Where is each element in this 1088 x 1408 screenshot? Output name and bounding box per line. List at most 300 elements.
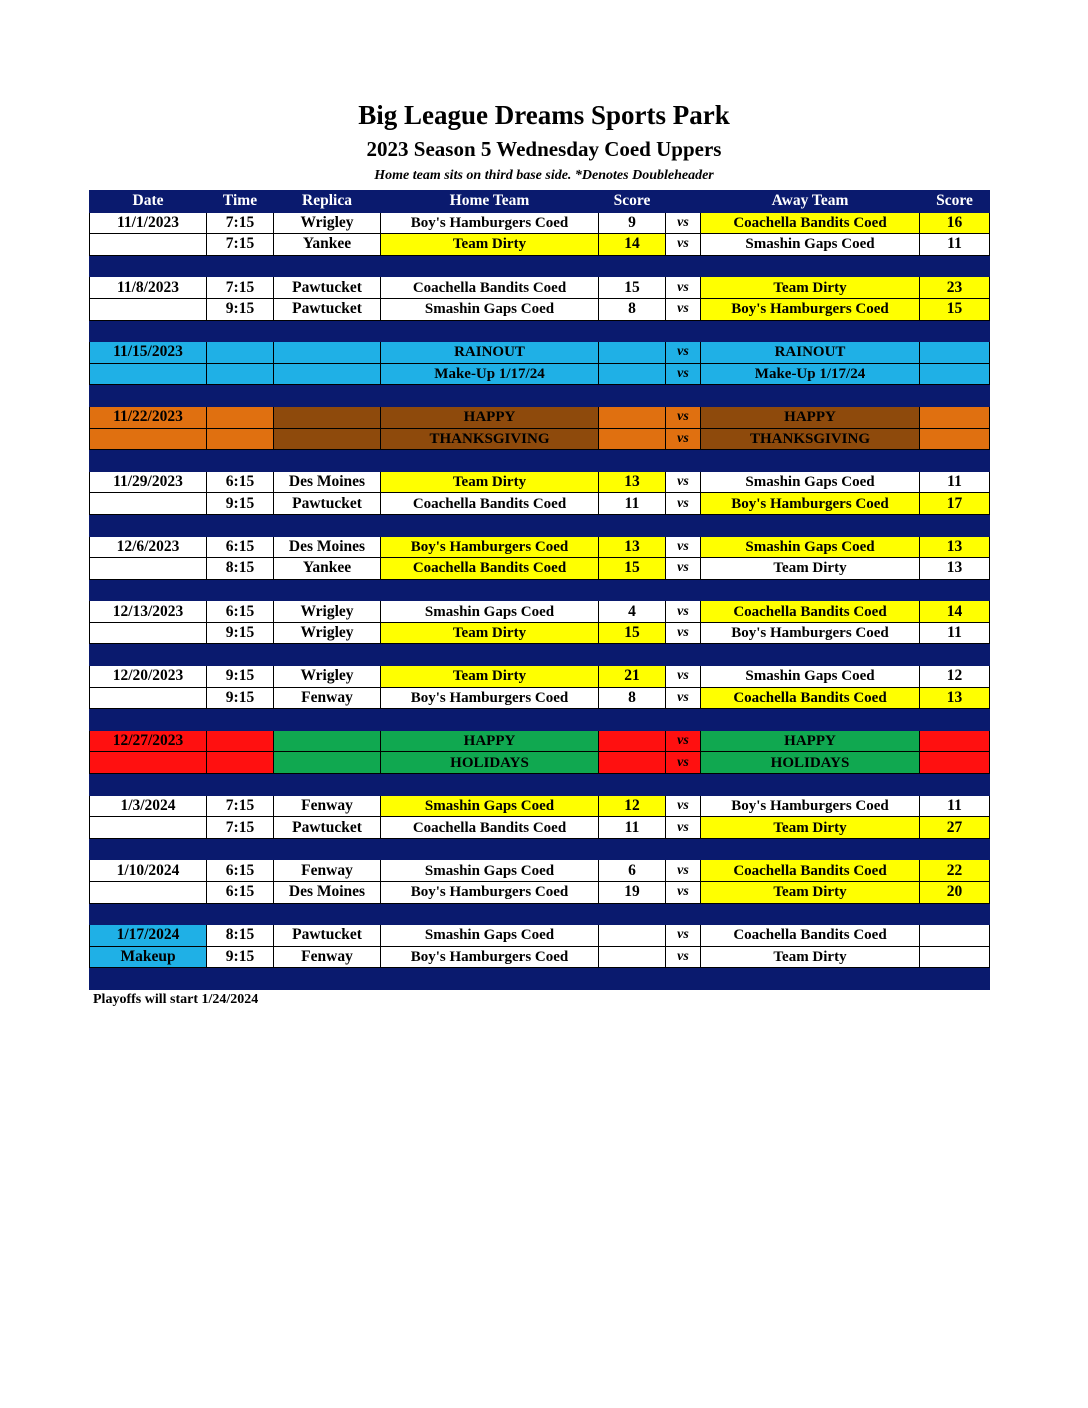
date-cell: 12/20/2023 <box>90 666 207 688</box>
away-score-cell: 13 <box>920 687 990 709</box>
away-score-cell: 11 <box>920 795 990 817</box>
spacer-cell <box>920 838 990 860</box>
game-row <box>90 752 990 774</box>
game-row <box>90 342 990 364</box>
spacer-cell <box>207 838 274 860</box>
vs-cell: vs <box>666 212 701 234</box>
spacer-cell <box>274 968 381 990</box>
spacer-cell <box>666 903 701 925</box>
home-team-cell: Boy's Hamburgers Coed <box>381 946 599 968</box>
home-team-cell: Smashin Gaps Coed <box>381 860 599 882</box>
spacer-cell <box>701 514 920 536</box>
date-cell: 12/27/2023 <box>90 730 207 752</box>
date-cell <box>90 363 207 385</box>
home-team-cell: Coachella Bandits Coed <box>381 277 599 299</box>
spacer-cell <box>274 450 381 472</box>
spacer-cell <box>90 838 207 860</box>
replica-cell <box>274 342 381 364</box>
spacer-row <box>90 774 990 796</box>
game-row <box>90 471 990 493</box>
home-team-cell: Smashin Gaps Coed <box>381 298 599 320</box>
vs-cell: vs <box>666 471 701 493</box>
spacer-cell <box>274 385 381 407</box>
date-cell <box>90 817 207 839</box>
home-team-cell: Boy's Hamburgers Coed <box>381 212 599 234</box>
spacer-cell <box>701 774 920 796</box>
vs-cell: vs <box>666 234 701 256</box>
spacer-cell <box>920 644 990 666</box>
away-team-cell: Boy's Hamburgers Coed <box>701 298 920 320</box>
vs-cell: vs <box>666 601 701 623</box>
home-score-cell <box>599 363 666 385</box>
spacer-row <box>90 838 990 860</box>
spacer-cell <box>599 838 666 860</box>
game-row <box>90 622 990 644</box>
vs-cell: vs <box>666 558 701 580</box>
home-team-cell: Coachella Bandits Coed <box>381 493 599 515</box>
replica-cell <box>274 406 381 428</box>
vs-cell: vs <box>666 687 701 709</box>
header-away-team: Away Team <box>701 191 920 213</box>
home-team-cell: Make-Up 1/17/24 <box>381 363 599 385</box>
home-score-cell: 21 <box>599 666 666 688</box>
away-team-cell: Coachella Bandits Coed <box>701 601 920 623</box>
spacer-cell <box>920 450 990 472</box>
spacer-row <box>90 385 990 407</box>
date-cell: 1/10/2024 <box>90 860 207 882</box>
spacer-cell <box>666 968 701 990</box>
time-cell: 7:15 <box>207 234 274 256</box>
spacer-cell <box>666 838 701 860</box>
home-team-cell: Team Dirty <box>381 622 599 644</box>
replica-cell: Fenway <box>274 687 381 709</box>
spacer-cell <box>666 644 701 666</box>
spacer-cell <box>90 385 207 407</box>
away-score-cell: 13 <box>920 536 990 558</box>
spacer-cell <box>701 644 920 666</box>
spacer-cell <box>701 320 920 342</box>
away-team-cell: Team Dirty <box>701 882 920 904</box>
spacer-cell <box>599 385 666 407</box>
spacer-cell <box>701 903 920 925</box>
home-team-cell: Team Dirty <box>381 666 599 688</box>
away-score-cell <box>920 752 990 774</box>
header-home-score: Score <box>599 191 666 213</box>
replica-cell: Yankee <box>274 234 381 256</box>
date-cell: 12/6/2023 <box>90 536 207 558</box>
time-cell: 9:15 <box>207 687 274 709</box>
home-team-cell: HAPPY <box>381 730 599 752</box>
date-cell: Makeup <box>90 946 207 968</box>
replica-cell: Wrigley <box>274 212 381 234</box>
time-cell <box>207 730 274 752</box>
spacer-cell <box>207 709 274 731</box>
vs-cell: vs <box>666 817 701 839</box>
replica-cell: Pawtucket <box>274 817 381 839</box>
away-score-cell: 11 <box>920 622 990 644</box>
game-row <box>90 882 990 904</box>
spacer-cell <box>90 774 207 796</box>
spacer-cell <box>599 450 666 472</box>
time-cell: 6:15 <box>207 471 274 493</box>
date-cell <box>90 428 207 450</box>
home-score-cell <box>599 342 666 364</box>
schedule-table <box>89 190 990 990</box>
away-score-cell: 13 <box>920 558 990 580</box>
spacer-cell <box>274 903 381 925</box>
home-team-cell: THANKSGIVING <box>381 428 599 450</box>
page-subtitle: 2023 Season 5 Wednesday Coed Uppers <box>366 137 722 161</box>
away-team-cell: Make-Up 1/17/24 <box>701 363 920 385</box>
spacer-cell <box>381 385 599 407</box>
home-team-cell: HAPPY <box>381 406 599 428</box>
vs-cell: vs <box>666 795 701 817</box>
replica-cell: Wrigley <box>274 622 381 644</box>
date-cell: 11/29/2023 <box>90 471 207 493</box>
vs-cell: vs <box>666 277 701 299</box>
game-row <box>90 558 990 580</box>
spacer-cell <box>381 903 599 925</box>
replica-cell: Pawtucket <box>274 277 381 299</box>
time-cell: 8:15 <box>207 558 274 580</box>
vs-cell: vs <box>666 493 701 515</box>
replica-cell: Des Moines <box>274 536 381 558</box>
away-score-cell: 14 <box>920 601 990 623</box>
vs-cell: vs <box>666 752 701 774</box>
spacer-cell <box>920 903 990 925</box>
spacer-cell <box>599 774 666 796</box>
vs-cell: vs <box>666 622 701 644</box>
date-cell <box>90 622 207 644</box>
header-date: Date <box>90 191 207 213</box>
spacer-cell <box>381 450 599 472</box>
spacer-cell <box>90 903 207 925</box>
spacer-cell <box>381 514 599 536</box>
spacer-cell <box>207 450 274 472</box>
away-score-cell <box>920 363 990 385</box>
spacer-cell <box>274 320 381 342</box>
away-team-cell: Boy's Hamburgers Coed <box>701 622 920 644</box>
header-home-team: Home Team <box>381 191 599 213</box>
game-row <box>90 212 990 234</box>
spacer-cell <box>381 644 599 666</box>
spacer-cell <box>701 968 920 990</box>
vs-cell: vs <box>666 882 701 904</box>
header-away-score: Score <box>920 191 990 213</box>
away-team-cell: Team Dirty <box>701 946 920 968</box>
spacer-cell <box>90 579 207 601</box>
spacer-cell <box>381 579 599 601</box>
spacer-row <box>90 968 990 990</box>
home-score-cell: 13 <box>599 536 666 558</box>
home-score-cell: 11 <box>599 493 666 515</box>
home-score-cell: 15 <box>599 558 666 580</box>
spacer-cell <box>599 644 666 666</box>
away-team-cell: Smashin Gaps Coed <box>701 666 920 688</box>
spacer-cell <box>599 903 666 925</box>
spacer-cell <box>207 320 274 342</box>
time-cell <box>207 428 274 450</box>
away-score-cell: 11 <box>920 471 990 493</box>
time-cell: 6:15 <box>207 882 274 904</box>
time-cell: 9:15 <box>207 622 274 644</box>
home-team-cell: Coachella Bandits Coed <box>381 558 599 580</box>
home-score-cell: 15 <box>599 277 666 299</box>
home-score-cell: 13 <box>599 471 666 493</box>
home-score-cell: 15 <box>599 622 666 644</box>
home-team-cell: Boy's Hamburgers Coed <box>381 882 599 904</box>
date-cell: 1/3/2024 <box>90 795 207 817</box>
home-score-cell <box>599 946 666 968</box>
home-score-cell: 9 <box>599 212 666 234</box>
away-team-cell: Smashin Gaps Coed <box>701 536 920 558</box>
time-cell <box>207 363 274 385</box>
game-row <box>90 234 990 256</box>
spacer-cell <box>90 255 207 277</box>
spacer-row <box>90 450 990 472</box>
away-score-cell <box>920 730 990 752</box>
spacer-cell <box>207 774 274 796</box>
replica-cell: Pawtucket <box>274 298 381 320</box>
away-score-cell: 12 <box>920 666 990 688</box>
vs-cell: vs <box>666 536 701 558</box>
spacer-cell <box>701 255 920 277</box>
game-row <box>90 601 990 623</box>
away-score-cell: 11 <box>920 234 990 256</box>
vs-cell: vs <box>666 860 701 882</box>
spacer-cell <box>274 514 381 536</box>
spacer-cell <box>599 968 666 990</box>
spacer-cell <box>274 255 381 277</box>
spacer-cell <box>701 450 920 472</box>
spacer-cell <box>207 579 274 601</box>
header-row <box>90 191 990 213</box>
home-score-cell: 19 <box>599 882 666 904</box>
home-team-cell: RAINOUT <box>381 342 599 364</box>
vs-cell: vs <box>666 363 701 385</box>
spacer-cell <box>701 709 920 731</box>
spacer-cell <box>274 579 381 601</box>
date-cell: 11/8/2023 <box>90 277 207 299</box>
header-time: Time <box>207 191 274 213</box>
replica-cell: Fenway <box>274 795 381 817</box>
away-score-cell: 22 <box>920 860 990 882</box>
date-cell <box>90 493 207 515</box>
replica-cell: Pawtucket <box>274 925 381 947</box>
home-score-cell <box>599 406 666 428</box>
time-cell: 7:15 <box>207 277 274 299</box>
spacer-row <box>90 255 990 277</box>
vs-cell: vs <box>666 925 701 947</box>
spacer-cell <box>920 385 990 407</box>
game-row <box>90 406 990 428</box>
spacer-cell <box>920 514 990 536</box>
home-team-cell: Smashin Gaps Coed <box>381 601 599 623</box>
schedule-body <box>90 212 990 989</box>
home-score-cell: 12 <box>599 795 666 817</box>
spacer-cell <box>666 709 701 731</box>
time-cell: 6:15 <box>207 860 274 882</box>
time-cell: 6:15 <box>207 536 274 558</box>
spacer-row <box>90 644 990 666</box>
game-row <box>90 666 990 688</box>
home-team-cell: Team Dirty <box>381 471 599 493</box>
spacer-row <box>90 514 990 536</box>
home-team-cell: Smashin Gaps Coed <box>381 925 599 947</box>
date-cell <box>90 882 207 904</box>
spacer-cell <box>207 385 274 407</box>
spacer-cell <box>207 255 274 277</box>
home-score-cell: 8 <box>599 298 666 320</box>
date-cell: 12/13/2023 <box>90 601 207 623</box>
away-team-cell: THANKSGIVING <box>701 428 920 450</box>
home-score-cell: 4 <box>599 601 666 623</box>
page-title: Big League Dreams Sports Park <box>358 100 730 130</box>
schedule-note: Home team sits on third base side. *Denotes Doubleheader <box>374 168 714 183</box>
spacer-cell <box>666 774 701 796</box>
spacer-cell <box>599 579 666 601</box>
spacer-row <box>90 579 990 601</box>
away-team-cell: HOLIDAYS <box>701 752 920 774</box>
away-score-cell <box>920 925 990 947</box>
header-replica: Replica <box>274 191 381 213</box>
spacer-cell <box>599 255 666 277</box>
spacer-cell <box>381 968 599 990</box>
home-score-cell <box>599 752 666 774</box>
home-score-cell: 14 <box>599 234 666 256</box>
replica-cell <box>274 752 381 774</box>
away-team-cell: Team Dirty <box>701 558 920 580</box>
spacer-row <box>90 903 990 925</box>
spacer-row <box>90 709 990 731</box>
replica-cell: Wrigley <box>274 601 381 623</box>
home-score-cell <box>599 925 666 947</box>
away-team-cell: HAPPY <box>701 406 920 428</box>
time-cell: 9:15 <box>207 946 274 968</box>
spacer-cell <box>381 774 599 796</box>
game-row <box>90 363 990 385</box>
spacer-cell <box>920 320 990 342</box>
home-score-cell: 11 <box>599 817 666 839</box>
spacer-cell <box>381 838 599 860</box>
vs-cell: vs <box>666 428 701 450</box>
game-row <box>90 298 990 320</box>
time-cell <box>207 752 274 774</box>
time-cell <box>207 406 274 428</box>
away-team-cell: Smashin Gaps Coed <box>701 471 920 493</box>
spacer-cell <box>666 514 701 536</box>
replica-cell <box>274 730 381 752</box>
spacer-cell <box>666 385 701 407</box>
spacer-cell <box>599 514 666 536</box>
replica-cell: Yankee <box>274 558 381 580</box>
game-row <box>90 493 990 515</box>
spacer-cell <box>666 255 701 277</box>
time-cell: 7:15 <box>207 817 274 839</box>
game-row <box>90 730 990 752</box>
spacer-cell <box>666 320 701 342</box>
away-score-cell: 15 <box>920 298 990 320</box>
spacer-cell <box>90 644 207 666</box>
replica-cell: Wrigley <box>274 666 381 688</box>
time-cell: 9:15 <box>207 493 274 515</box>
away-score-cell: 23 <box>920 277 990 299</box>
game-row <box>90 428 990 450</box>
home-team-cell: Smashin Gaps Coed <box>381 795 599 817</box>
game-row <box>90 536 990 558</box>
away-score-cell <box>920 342 990 364</box>
time-cell <box>207 342 274 364</box>
spacer-cell <box>701 385 920 407</box>
home-team-cell: Boy's Hamburgers Coed <box>381 687 599 709</box>
game-row <box>90 817 990 839</box>
away-team-cell: Team Dirty <box>701 817 920 839</box>
away-team-cell: RAINOUT <box>701 342 920 364</box>
away-score-cell <box>920 406 990 428</box>
time-cell: 9:15 <box>207 298 274 320</box>
home-team-cell: Team Dirty <box>381 234 599 256</box>
away-team-cell: Boy's Hamburgers Coed <box>701 493 920 515</box>
spacer-row <box>90 320 990 342</box>
spacer-cell <box>599 709 666 731</box>
spacer-cell <box>381 255 599 277</box>
time-cell: 9:15 <box>207 666 274 688</box>
spacer-cell <box>599 320 666 342</box>
date-cell: 11/15/2023 <box>90 342 207 364</box>
vs-cell: vs <box>666 666 701 688</box>
date-cell <box>90 298 207 320</box>
game-row <box>90 946 990 968</box>
spacer-cell <box>207 644 274 666</box>
replica-cell: Fenway <box>274 946 381 968</box>
date-cell <box>90 558 207 580</box>
away-team-cell: Coachella Bandits Coed <box>701 212 920 234</box>
spacer-cell <box>90 514 207 536</box>
spacer-cell <box>274 774 381 796</box>
home-score-cell <box>599 428 666 450</box>
spacer-cell <box>274 838 381 860</box>
spacer-cell <box>207 968 274 990</box>
date-cell <box>90 687 207 709</box>
away-score-cell: 27 <box>920 817 990 839</box>
away-team-cell: Smashin Gaps Coed <box>701 234 920 256</box>
home-team-cell: Coachella Bandits Coed <box>381 817 599 839</box>
replica-cell: Des Moines <box>274 882 381 904</box>
replica-cell: Fenway <box>274 860 381 882</box>
replica-cell <box>274 363 381 385</box>
vs-cell: vs <box>666 342 701 364</box>
spacer-cell <box>90 320 207 342</box>
playoffs-note: Playoffs will start 1/24/2024 <box>93 992 259 1007</box>
spacer-cell <box>207 514 274 536</box>
spacer-cell <box>381 320 599 342</box>
spacer-cell <box>274 709 381 731</box>
spacer-cell <box>701 579 920 601</box>
vs-cell: vs <box>666 298 701 320</box>
replica-cell: Des Moines <box>274 471 381 493</box>
home-score-cell: 8 <box>599 687 666 709</box>
spacer-cell <box>90 968 207 990</box>
game-row <box>90 277 990 299</box>
spacer-cell <box>920 709 990 731</box>
spacer-cell <box>207 903 274 925</box>
time-cell: 7:15 <box>207 212 274 234</box>
spacer-cell <box>381 709 599 731</box>
date-cell <box>90 234 207 256</box>
away-team-cell: HAPPY <box>701 730 920 752</box>
away-score-cell: 17 <box>920 493 990 515</box>
vs-cell: vs <box>666 946 701 968</box>
